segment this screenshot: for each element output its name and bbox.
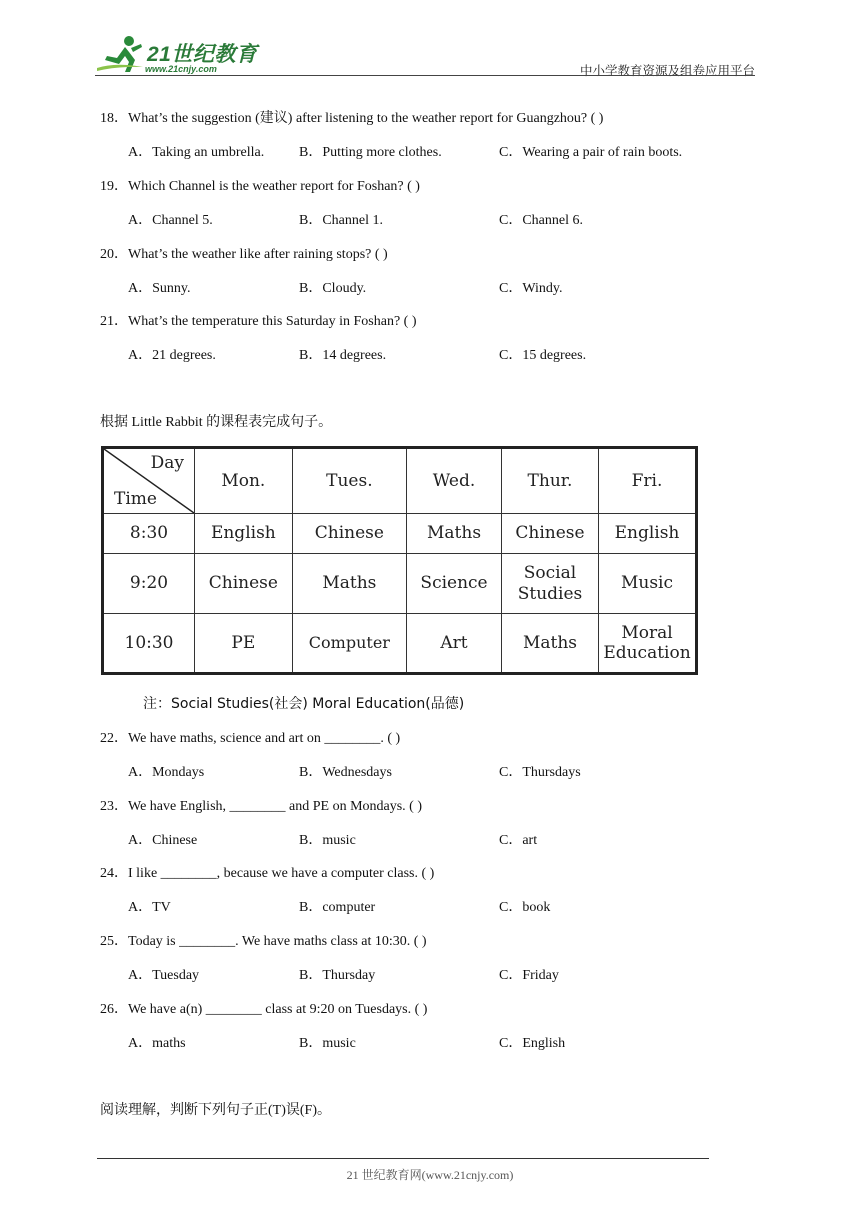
table-row <box>103 514 697 554</box>
header-divider <box>95 75 755 76</box>
subject-cell: Chinese <box>292 514 406 554</box>
question-18: 18．What’s the suggestion (建议) after listening to the weather report for Guangzhou? ( ) <box>100 111 604 126</box>
subject-cell: Science <box>407 554 502 614</box>
day-header: Mon. <box>195 448 293 514</box>
subject-cell: English <box>599 514 697 554</box>
question-23: 23．We have English, ________ and PE on Mondays. ( ) <box>100 799 422 814</box>
option-20b: B．Cloudy. <box>299 281 367 296</box>
option-20a: A．Sunny. <box>128 281 191 296</box>
option-19c: C．Channel 6. <box>499 213 583 228</box>
day-header: Tues. <box>292 448 406 514</box>
option-25b: B．Thursday <box>299 968 376 983</box>
option-23c: C．art <box>499 833 538 848</box>
subject-cell: English <box>195 514 293 554</box>
day-header: Wed. <box>407 448 502 514</box>
option-18c: C．Wearing a pair of rain boots. <box>499 145 683 160</box>
timetable-note: 注：Social Studies(社会) Moral Education(品德) <box>143 696 465 712</box>
section-timetable-title: 根据 Little Rabbit 的课程表完成句子。 <box>100 415 333 430</box>
option-26c: C．English <box>499 1036 566 1051</box>
option-22c: C．Thursdays <box>499 765 581 780</box>
option-24c: C．book <box>499 900 551 915</box>
subject-cell: Social Studies <box>502 554 599 614</box>
option-21b: B．14 degrees. <box>299 348 387 363</box>
subject-cell: Maths <box>502 614 599 674</box>
time-cell: 10:30 <box>103 614 195 674</box>
question-21: 21．What’s the temperature this Saturday in Foshan? ( ) <box>100 314 417 329</box>
subject-cell: Art <box>407 614 502 674</box>
option-18a: A．Taking an umbrella. <box>128 145 265 160</box>
question-19: 19．Which Channel is the weather report for Foshan? ( ) <box>100 179 420 194</box>
section-reading-title: 阅读理解，判断下列句子正(T)误(F)。 <box>100 1103 331 1118</box>
option-24b: B．computer <box>299 900 376 915</box>
time-cell: 8:30 <box>103 514 195 554</box>
option-23b: B．music <box>299 833 356 848</box>
corner-time: Time <box>114 488 157 509</box>
header-platform-text: 中小学教育资源及组卷应用平台 <box>579 64 755 78</box>
corner-day: Day <box>150 453 184 473</box>
option-25a: A．Tuesday <box>128 968 200 983</box>
table-row <box>103 554 697 614</box>
question-22: 22．We have maths, science and art on ________. ( ) <box>100 731 401 746</box>
table-row <box>103 614 697 674</box>
logo-text: 21世纪教育 <box>147 43 258 66</box>
subject-cell: Music <box>599 554 697 614</box>
page-header <box>95 30 755 76</box>
subject-cell: Chinese <box>502 514 599 554</box>
option-19a: A．Channel 5. <box>128 213 213 228</box>
option-23a: A．Chinese <box>128 833 198 848</box>
runner-logo-icon <box>95 34 147 74</box>
option-24a: A．TV <box>128 900 171 915</box>
footer-divider <box>97 1158 709 1159</box>
question-24: 24．I like ________, because we have a computer class. ( ) <box>100 866 435 881</box>
option-22b: B．Wednesdays <box>299 765 392 780</box>
subject-cell: Maths <box>292 554 406 614</box>
option-18b: B．Putting more clothes. <box>299 145 442 160</box>
option-26a: A．maths <box>128 1036 186 1051</box>
option-21c: C．15 degrees. <box>499 348 587 363</box>
logo <box>95 34 265 74</box>
subject-cell: Computer <box>292 614 406 674</box>
subject-cell: Moral Education <box>599 614 697 674</box>
page-footer: 21 世纪教育网(www.21cnjy.com) <box>346 1168 514 1182</box>
day-header: Fri. <box>599 448 697 514</box>
timetable-corner <box>103 448 195 514</box>
option-19b: B．Channel 1. <box>299 213 383 228</box>
question-20: 20．What’s the weather like after raining stops? ( ) <box>100 247 388 262</box>
question-26: 26．We have a(n) ________ class at 9:20 on Tuesdays. ( ) <box>100 1002 428 1017</box>
time-cell: 9:20 <box>103 554 195 614</box>
option-22a: A．Mondays <box>128 765 205 780</box>
option-20c: C．Windy. <box>499 281 563 296</box>
option-26b: B．music <box>299 1036 356 1051</box>
option-25c: C．Friday <box>499 968 559 983</box>
timetable <box>101 446 698 675</box>
subject-cell: Maths <box>407 514 502 554</box>
logo-url: www.21cnjy.com <box>145 64 217 74</box>
option-21a: A．21 degrees. <box>128 348 216 363</box>
subject-cell: Chinese <box>195 554 293 614</box>
subject-cell: PE <box>195 614 293 674</box>
question-25: 25．Today is ________. We have maths class at 10:30. ( ) <box>100 934 427 949</box>
day-header: Thur. <box>502 448 599 514</box>
